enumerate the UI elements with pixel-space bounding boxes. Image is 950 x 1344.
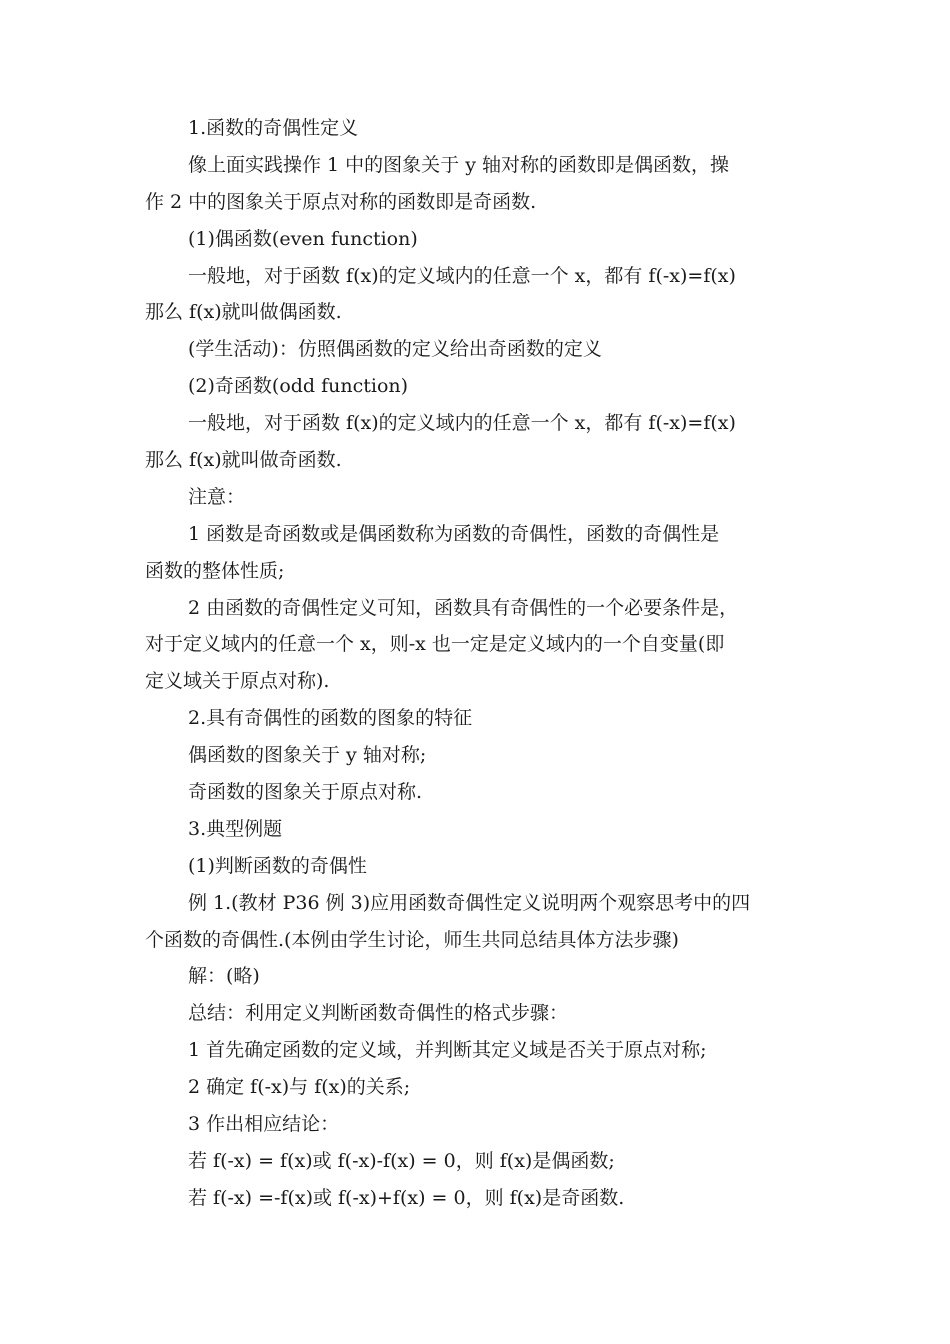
text-line: 1 函数是奇函数或是偶函数称为函数的奇偶性，函数的奇偶性是 <box>188 522 720 545</box>
text-line: 函数的整体性质; <box>145 559 285 582</box>
text-line: 例 1.(教材 P36 例 3)应用函数奇偶性定义说明两个观察思考中的四 <box>188 891 751 914</box>
text-line: 解：(略) <box>188 965 260 988</box>
text-line: 一般地，对于函数 f(x)的定义域内的任意一个 x，都有 f(-x)=f(x) <box>188 264 736 287</box>
text-line: 像上面实践操作 1 中的图象关于 y 轴对称的函数即是偶函数，操 <box>188 153 729 176</box>
text-line: (1)判断函数的奇偶性 <box>188 854 367 877</box>
text-line: 3 作出相应结论： <box>188 1113 340 1136</box>
text-line: 若 f(-x) = f(x)或 f(-x)-f(x) = 0，则 f(x)是偶函数; <box>188 1149 615 1172</box>
text-line: 2 由函数的奇偶性定义可知，函数具有奇偶性的一个必要条件是， <box>188 596 739 619</box>
text-line: 个函数的奇偶性.(本例由学生讨论，师生共同总结具体方法步骤) <box>145 928 679 951</box>
text-line: 奇函数的图象关于原点对称. <box>188 781 423 804</box>
text-line: 一般地，对于函数 f(x)的定义域内的任意一个 x，都有 f(-x)=f(x) <box>188 412 736 435</box>
text-line: 注意： <box>188 485 246 508</box>
text-line: (2)奇函数(odd function) <box>188 375 409 398</box>
text-line: 2.具有奇偶性的函数的图象的特征 <box>188 707 473 730</box>
text-line: 偶函数的图象关于 y 轴对称; <box>188 744 427 767</box>
text-line: 对于定义域内的任意一个 x，则-x 也一定是定义域内的一个自变量(即 <box>145 633 725 656</box>
text-line: (1)偶函数(even function) <box>188 227 418 250</box>
text-line: 定义域关于原点对称). <box>145 670 330 693</box>
text-line: 1 首先确定函数的定义域，并判断其定义域是否关于原点对称; <box>188 1039 707 1062</box>
text-line: (学生活动)：仿照偶函数的定义给出奇函数的定义 <box>188 338 602 361</box>
text-line: 2 确定 f(-x)与 f(x)的关系; <box>188 1076 411 1099</box>
text-line: 作 2 中的图象关于原点对称的函数即是奇函数. <box>145 190 537 213</box>
document-body <box>145 110 810 1217</box>
text-line: 那么 f(x)就叫做偶函数. <box>145 301 342 324</box>
text-line: 那么 f(x)就叫做奇函数. <box>145 449 342 472</box>
text-line: 3.典型例题 <box>188 817 283 840</box>
text-line: 总结：利用定义判断函数奇偶性的格式步骤： <box>188 1002 569 1025</box>
text-line: 1.函数的奇偶性定义 <box>188 117 359 139</box>
text-line: 若 f(-x) =-f(x)或 f(-x)+f(x) = 0，则 f(x)是奇函数. <box>188 1186 625 1209</box>
